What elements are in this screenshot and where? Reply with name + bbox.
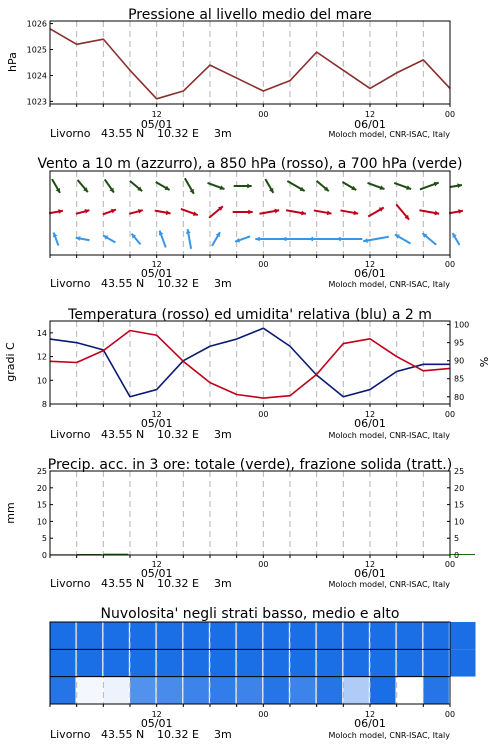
x-tick-label: 12	[364, 260, 376, 269]
station-name: Livorno	[50, 577, 91, 590]
pressure-line	[50, 29, 450, 99]
y-tick-label: 14	[36, 328, 47, 338]
y-tick-label: 5	[454, 534, 460, 544]
y-tick-label: 90	[454, 356, 465, 366]
y-tick-label: 1023	[26, 97, 47, 107]
temperature-line	[50, 330, 450, 398]
station-lat: 43.55 N	[101, 127, 145, 140]
cloud-cell-alto	[103, 622, 129, 649]
temp-title: Temperatura (rosso) ed umidita' relativa (blu) a 2 m	[68, 307, 432, 323]
y-tick-label: 10	[36, 517, 47, 527]
x-tick-label: 00	[444, 260, 456, 269]
x-tick-label: 00	[444, 710, 456, 719]
cloud-cell-basso	[210, 677, 236, 704]
cloud-cell-alto	[130, 622, 156, 649]
cloud-title: Nuvolosita' negli strati basso, medio e alto	[100, 606, 400, 622]
cloud-cell-alto	[423, 622, 449, 649]
station-lat: 43.55 N	[101, 428, 145, 441]
cloud-cell-medio	[183, 649, 209, 676]
model-credit: Moloch model, CNR-ISAC, Italy	[328, 130, 450, 139]
cloud-cell-alto	[50, 622, 76, 649]
cloud-cell-alto	[450, 622, 476, 649]
x-tick-label: 00	[258, 710, 269, 719]
cloud-cell-alto	[290, 622, 316, 649]
cloud-cell-alto	[317, 622, 343, 649]
x-tick-label: 00	[258, 110, 269, 119]
cloud-cell-alto	[370, 622, 396, 649]
humidity-ylabel: %	[478, 356, 491, 368]
cloud-cell-alto	[210, 622, 236, 649]
cloud-cell-alto	[183, 622, 209, 649]
x-tick-label: 12	[364, 410, 376, 419]
station-lat: 43.55 N	[101, 277, 145, 290]
precip-title: Precip. acc. in 3 ore: totale (verde), frazione solida (tratt.)	[47, 457, 453, 473]
station-elevation: 3m	[214, 428, 232, 441]
cloud-cell-basso	[343, 677, 369, 704]
x-tick-label: 00	[444, 410, 456, 419]
station-lon: 10.32 E	[157, 728, 199, 741]
x-tick-label: 00	[258, 410, 269, 419]
x-date-label: 06/01	[354, 118, 386, 131]
y-tick-label: 20	[454, 483, 465, 493]
x-tick-label: 12	[364, 110, 376, 119]
x-date-label: 06/01	[354, 267, 386, 280]
cloud-cell-medio	[423, 649, 449, 676]
cloud-cell-alto	[157, 622, 183, 649]
y-tick-label: 25	[36, 467, 47, 476]
y-tick-label: 8	[41, 400, 47, 409]
cloud-cell-alto	[397, 622, 423, 649]
pressure-ylabel: hPa	[6, 52, 19, 72]
wind-arrowhead-2	[282, 237, 286, 242]
model-credit: Moloch model, CNR-ISAC, Italy	[328, 431, 450, 440]
cloud-cell-alto	[77, 622, 103, 649]
x-date-label: 06/01	[354, 417, 386, 430]
cloud-cell-basso	[450, 677, 476, 704]
x-date-label: 05/01	[140, 717, 173, 730]
wind-arrowhead-0	[247, 184, 251, 189]
cloud-cell-medio	[263, 649, 289, 676]
station-elevation: 3m	[214, 577, 232, 590]
x-tick-label: 00	[444, 560, 456, 569]
wind-arrowhead-1	[248, 210, 252, 215]
cloud-cell-medio	[157, 649, 183, 676]
humidity-line	[50, 328, 450, 397]
y-tick-label: 80	[454, 392, 465, 402]
y-tick-label: 0	[41, 551, 47, 560]
cloud-cell-basso	[263, 677, 289, 704]
wind-arrowhead-2	[336, 237, 340, 242]
x-date-label: 05/01	[140, 417, 173, 430]
station-lon: 10.32 E	[157, 428, 199, 441]
precip-ylabel: mm	[4, 502, 17, 524]
station-elevation: 3m	[214, 277, 232, 290]
y-tick-label: 15	[454, 500, 465, 510]
x-tick-label: 12	[364, 560, 376, 569]
cloud-cell-basso	[50, 677, 76, 704]
station-name: Livorno	[50, 428, 91, 441]
cloud-cell-basso	[423, 677, 449, 704]
y-tick-label: 10	[36, 376, 47, 386]
cloud-cell-medio	[343, 649, 369, 676]
cloud-cell-medio	[317, 649, 343, 676]
y-tick-label: 20	[36, 483, 47, 493]
station-lat: 43.55 N	[101, 577, 145, 590]
x-date-label: 06/01	[354, 567, 386, 580]
y-tick-label: 10	[454, 517, 465, 527]
cloud-cell-basso	[77, 677, 103, 704]
x-tick-label: 00	[258, 560, 269, 569]
y-tick-label: 1026	[26, 19, 47, 29]
cloud-cell-basso	[183, 677, 209, 704]
cloud-cell-medio	[130, 649, 156, 676]
cloud-cell-basso	[370, 677, 396, 704]
x-tick-label: 00	[258, 260, 269, 269]
station-name: Livorno	[50, 728, 91, 741]
cloud-cell-alto	[343, 622, 369, 649]
wind-title: Vento a 10 m (azzurro), a 850 hPa (rosso), a 700 hPa (verde)	[37, 156, 463, 172]
y-tick-label: 25	[454, 467, 465, 476]
y-tick-label: 5	[41, 534, 47, 544]
station-name: Livorno	[50, 127, 91, 140]
wind-arrowhead-2	[309, 237, 313, 242]
cloud-cell-medio	[397, 649, 423, 676]
model-credit: Moloch model, CNR-ISAC, Italy	[328, 731, 450, 740]
wind-arrowhead-2	[255, 237, 259, 242]
precip-frame	[50, 471, 450, 555]
x-tick-label: 12	[151, 260, 162, 269]
x-tick-label: 12	[151, 410, 162, 419]
cloud-cell-alto	[237, 622, 263, 649]
cloud-cell-medio	[450, 649, 476, 676]
y-tick-label: 15	[36, 500, 47, 510]
cloud-cell-basso	[317, 677, 343, 704]
cloud-cell-basso	[157, 677, 183, 704]
cloud-cell-basso	[237, 677, 263, 704]
x-tick-label: 12	[151, 560, 162, 569]
cloud-cell-medio	[370, 649, 396, 676]
x-date-label: 05/01	[140, 567, 173, 580]
x-date-label: 05/01	[140, 118, 173, 131]
cloud-cell-medio	[237, 649, 263, 676]
station-elevation: 3m	[214, 127, 232, 140]
station-lon: 10.32 E	[157, 127, 199, 140]
station-name: Livorno	[50, 277, 91, 290]
station-lon: 10.32 E	[157, 577, 199, 590]
pressure-title: Pressione al livello medio del mare	[128, 7, 372, 23]
x-date-label: 05/01	[140, 267, 173, 280]
y-tick-label: 1024	[26, 71, 47, 81]
y-tick-label: 0	[454, 551, 460, 560]
x-tick-label: 12	[151, 710, 162, 719]
cloud-cell-basso	[397, 677, 423, 704]
model-credit: Moloch model, CNR-ISAC, Italy	[328, 280, 450, 289]
cloud-cell-medio	[50, 649, 76, 676]
y-tick-label: 100	[454, 320, 470, 330]
y-tick-label: 95	[454, 338, 465, 348]
station-lat: 43.55 N	[101, 728, 145, 741]
cloud-cell-alto	[263, 622, 289, 649]
model-credit: Moloch model, CNR-ISAC, Italy	[328, 580, 450, 589]
cloud-cell-basso	[103, 677, 129, 704]
cloud-cell-medio	[103, 649, 129, 676]
temp-ylabel: gradi C	[4, 342, 17, 382]
y-tick-label: 85	[454, 374, 465, 384]
x-tick-label: 12	[151, 110, 162, 119]
y-tick-label: 1025	[26, 45, 47, 55]
x-date-label: 06/01	[354, 717, 386, 730]
x-tick-label: 00	[444, 110, 456, 119]
y-tick-label: 12	[36, 352, 47, 362]
pressure-frame	[50, 21, 450, 104]
cloud-cell-basso	[130, 677, 156, 704]
x-tick-label: 12	[364, 710, 376, 719]
cloud-cell-medio	[210, 649, 236, 676]
cloud-cell-medio	[77, 649, 103, 676]
station-elevation: 3m	[214, 728, 232, 741]
cloud-cell-basso	[290, 677, 316, 704]
cloud-cell-medio	[290, 649, 316, 676]
station-lon: 10.32 E	[157, 277, 199, 290]
